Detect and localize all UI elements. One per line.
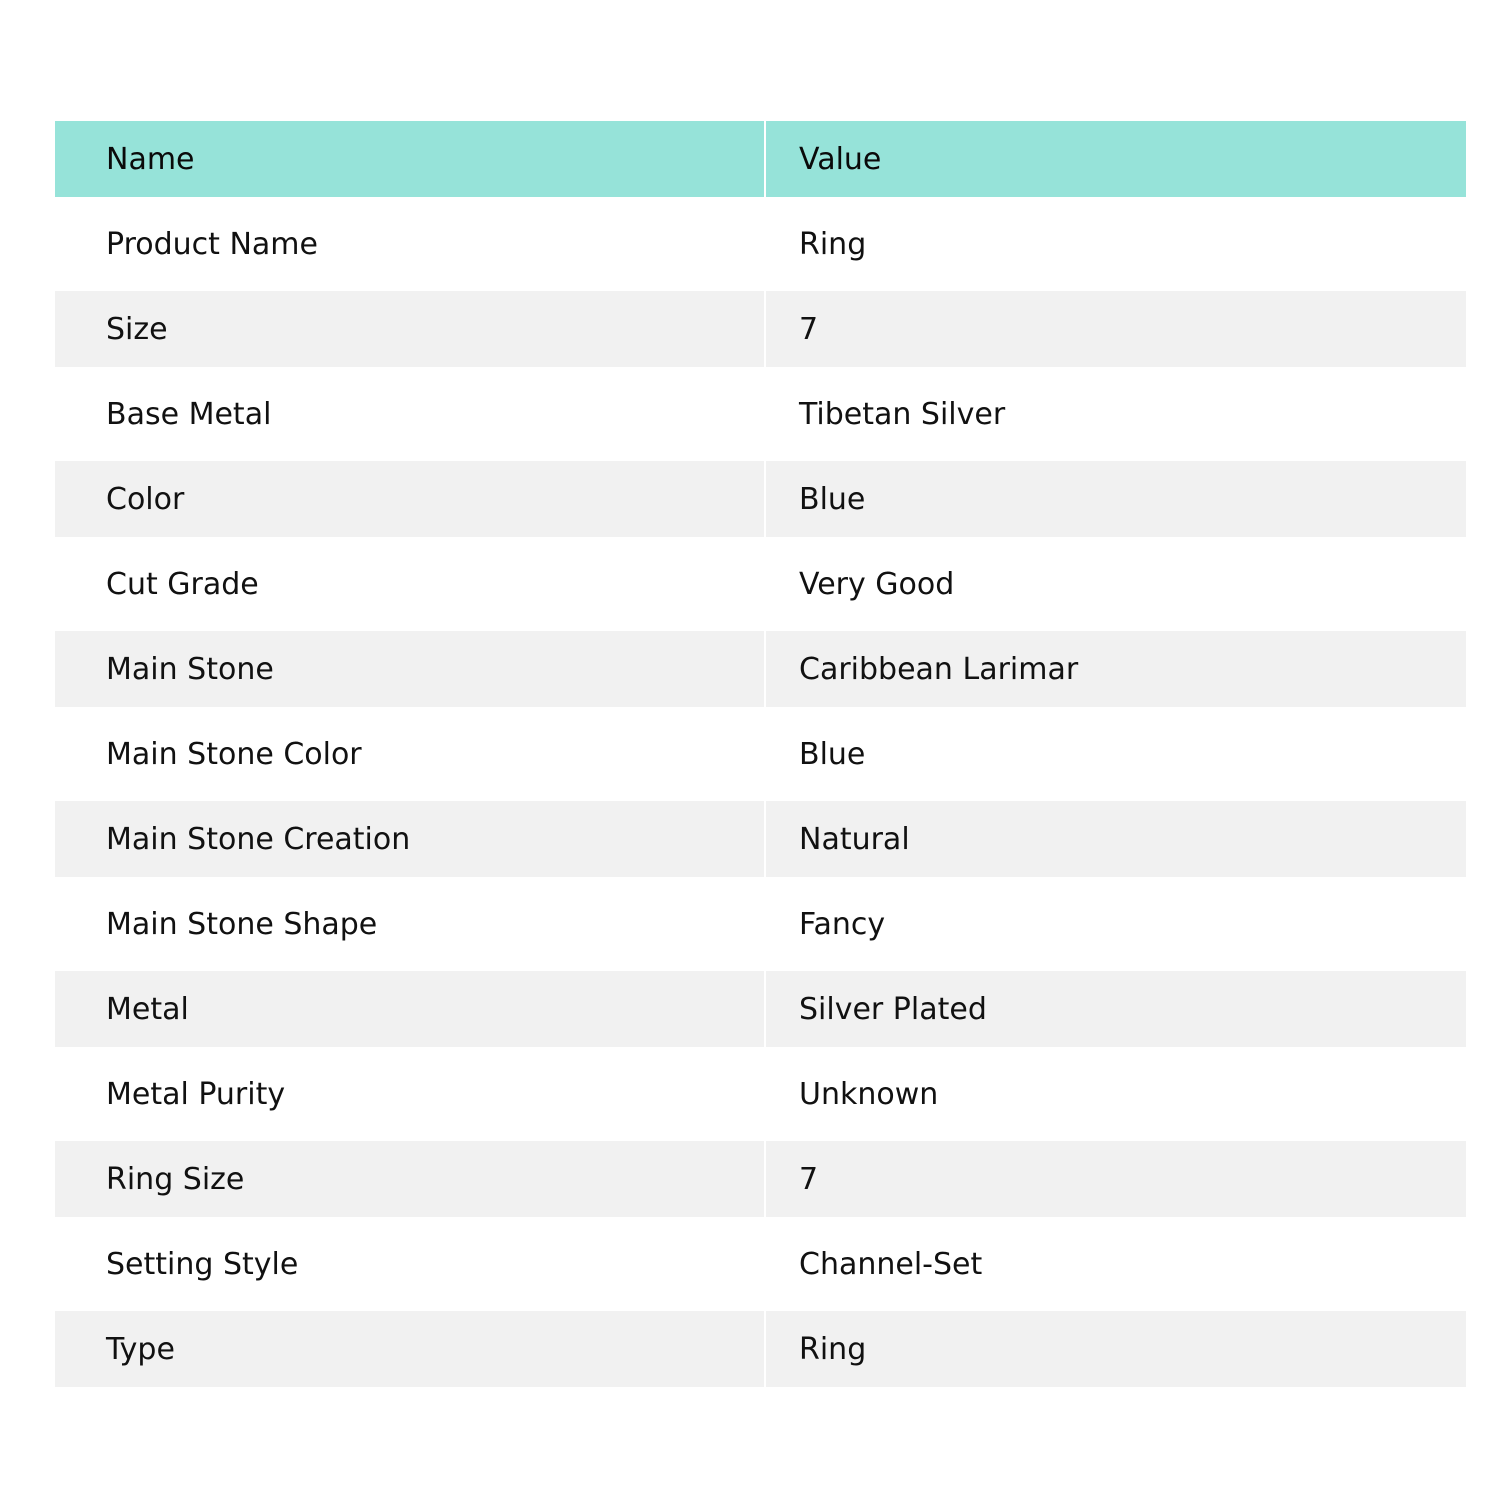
row-name-cell: Color (55, 461, 766, 537)
table-row (55, 197, 1466, 291)
row-name-cell: Cut Grade (55, 537, 766, 631)
header-row (55, 121, 1466, 197)
table-row (55, 801, 1466, 877)
row-value-cell: 7 (766, 291, 1466, 367)
row-value-cell: Blue (766, 707, 1466, 801)
table-row (55, 291, 1466, 367)
row-name-cell: Main Stone (55, 631, 766, 707)
table-row (55, 461, 1466, 537)
product-spec-table (55, 121, 1466, 1387)
row-value-cell: Natural (766, 801, 1466, 877)
row-name-cell: Metal Purity (55, 1047, 766, 1141)
table-header (55, 121, 1466, 197)
table-body (55, 197, 1466, 1387)
row-name-cell: Metal (55, 971, 766, 1047)
table-row (55, 537, 1466, 631)
table-row (55, 1141, 1466, 1217)
table-row (55, 1217, 1466, 1311)
row-value-cell: Very Good (766, 537, 1466, 631)
row-value-cell: Ring (766, 197, 1466, 291)
table-row (55, 1047, 1466, 1141)
row-value-cell: 7 (766, 1141, 1466, 1217)
row-name-cell: Product Name (55, 197, 766, 291)
table-row (55, 367, 1466, 461)
row-value-cell: Fancy (766, 877, 1466, 971)
row-value-cell: Channel-Set (766, 1217, 1466, 1311)
table-row (55, 707, 1466, 801)
row-name-cell: Main Stone Color (55, 707, 766, 801)
row-name-cell: Main Stone Shape (55, 877, 766, 971)
row-value-cell: Ring (766, 1311, 1466, 1387)
row-name-cell: Type (55, 1311, 766, 1387)
row-name-cell: Base Metal (55, 367, 766, 461)
column-header-value: Value (766, 121, 1466, 197)
table-row (55, 1311, 1466, 1387)
row-name-cell: Setting Style (55, 1217, 766, 1311)
row-value-cell: Tibetan Silver (766, 367, 1466, 461)
row-name-cell: Main Stone Creation (55, 801, 766, 877)
column-header-name: Name (55, 121, 766, 197)
table-row (55, 877, 1466, 971)
row-value-cell: Unknown (766, 1047, 1466, 1141)
row-value-cell: Caribbean Larimar (766, 631, 1466, 707)
table-row (55, 631, 1466, 707)
row-value-cell: Silver Plated (766, 971, 1466, 1047)
row-name-cell: Size (55, 291, 766, 367)
row-value-cell: Blue (766, 461, 1466, 537)
table-row (55, 971, 1466, 1047)
row-name-cell: Ring Size (55, 1141, 766, 1217)
